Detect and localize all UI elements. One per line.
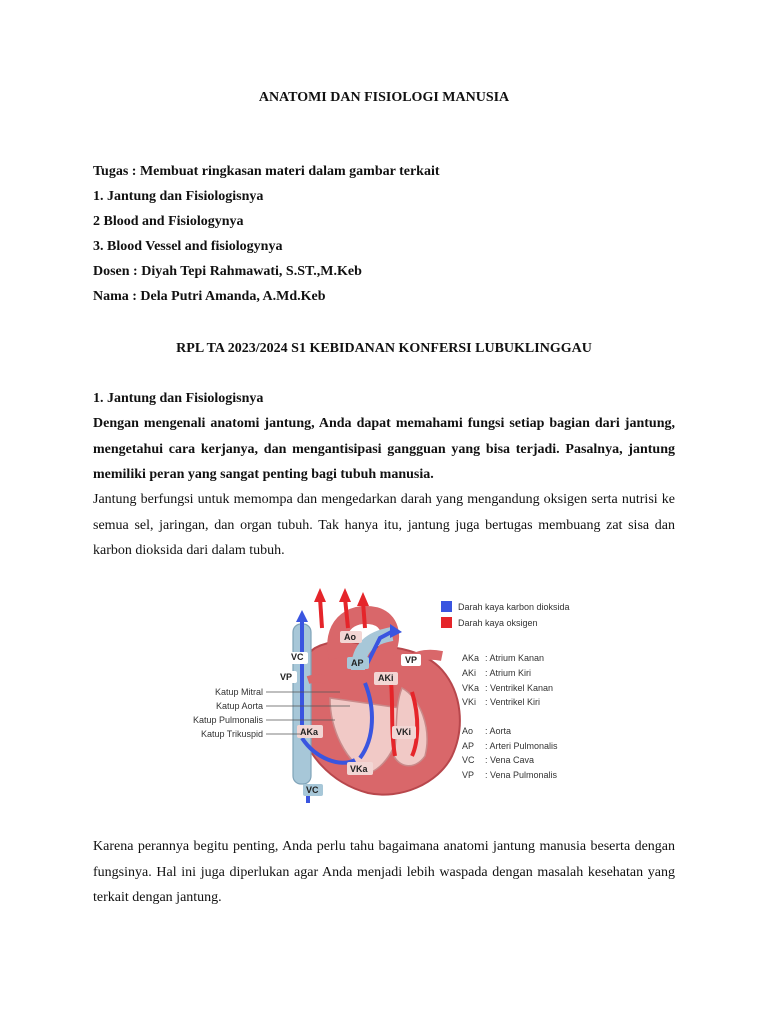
legend-swatch-blue bbox=[441, 601, 452, 612]
abbr-code: AKi bbox=[462, 668, 477, 678]
valve-label: Katup Aorta bbox=[215, 701, 263, 711]
label-vp-left: VP bbox=[280, 672, 293, 682]
assignment-line: Tugas : Membuat ringkasan materi dalam gambar terkait bbox=[93, 164, 440, 179]
intro-paragraph: Dengan mengenali anatomi jantung, Anda dapat memahami fungsi setiap bagian dari jantung, mengetahui cara kerjanya, dan mengantisipasi gangguan yang bisa terjadi. Pasalnya, jantung memiliki peran yang sangat penting bagi tubuh manusia. bbox=[93, 416, 675, 482]
abbreviation-list bbox=[462, 653, 558, 780]
abbr-meaning: : Atrium Kiri bbox=[485, 668, 532, 678]
abbr-meaning: : Atrium Kanan bbox=[485, 653, 545, 663]
abbr-meaning: : Arteri Pulmonalis bbox=[485, 741, 558, 751]
abbr-meaning: : Ventrikel Kiri bbox=[485, 697, 541, 707]
label-vki: VKi bbox=[396, 727, 412, 737]
abbr-meaning: : Vena Cava bbox=[485, 755, 535, 765]
abbr-code: AP bbox=[462, 741, 475, 751]
section-heading: 1. Jantung dan Fisiologisnya bbox=[93, 391, 264, 406]
abbr-meaning: : Ventrikel Kanan bbox=[485, 683, 554, 693]
abbr-code: VKa bbox=[462, 683, 480, 693]
task-item: 3. Blood Vessel and fisiologynya bbox=[93, 239, 283, 254]
task-item: 1. Jantung dan Fisiologisnya bbox=[93, 189, 264, 204]
abbr-code: Ao bbox=[462, 726, 474, 736]
heart-anatomy-figure bbox=[180, 588, 590, 808]
valve-label: Katup Trikuspid bbox=[200, 729, 263, 739]
label-ao: Ao bbox=[344, 632, 356, 642]
abbr-code: VC bbox=[462, 755, 475, 765]
label-aki: AKi bbox=[378, 673, 394, 683]
label-vp-right: VP bbox=[405, 655, 418, 665]
abbr-code: VKi bbox=[462, 697, 477, 707]
abbr-meaning: : Aorta bbox=[485, 726, 512, 736]
abbr-meaning: : Vena Pulmonalis bbox=[485, 770, 558, 780]
label-aka: AKa bbox=[300, 727, 319, 737]
label-vc-bottom: VC bbox=[306, 785, 319, 795]
valve-label: Katup Mitral bbox=[214, 687, 263, 697]
label-ap: AP bbox=[351, 658, 364, 668]
lecturer-line: Dosen : Diyah Tepi Rahmawati, S.ST.,M.Keb bbox=[93, 264, 362, 279]
task-item: 2 Blood and Fisiologynya bbox=[93, 214, 244, 229]
closing-paragraph: Karena perannya begitu penting, Anda perlu tahu bagaimana anatomi jantung manusia beserta dengan fungsinya. Hal ini juga diperlukan agar Anda menjadi lebih waspada dengan masalah kesehatan yang terkait dengan jantung. bbox=[93, 839, 675, 905]
label-vka: VKa bbox=[350, 764, 368, 774]
document-title: ANATOMI DAN FISIOLOGI MANUSIA bbox=[258, 90, 510, 105]
label-vc-top: VC bbox=[291, 652, 304, 662]
program-line: RPL TA 2023/2024 S1 KEBIDANAN KONFERSI LUBUKLINGGAU bbox=[176, 341, 592, 356]
valve-label: Katup Pulmonalis bbox=[192, 715, 263, 725]
student-line: Nama : Dela Putri Amanda, A.Md.Keb bbox=[93, 289, 326, 304]
legend-swatch-red bbox=[441, 617, 452, 628]
function-paragraph: Jantung berfungsi untuk memompa dan mengedarkan darah yang mengandung oksigen serta nutrisi ke semua sel, jaringan, dan organ tubuh. Tak hanya itu, jantung juga bertugas membuang zat sisa dan karbon dioksida dari dalam tubuh. bbox=[93, 492, 675, 558]
figure-legend bbox=[441, 601, 570, 628]
legend-label: Darah kaya karbon dioksida bbox=[458, 602, 570, 612]
abbr-code: AKa bbox=[462, 653, 480, 663]
legend-label: Darah kaya oksigen bbox=[458, 618, 538, 628]
abbr-code: VP bbox=[462, 770, 475, 780]
